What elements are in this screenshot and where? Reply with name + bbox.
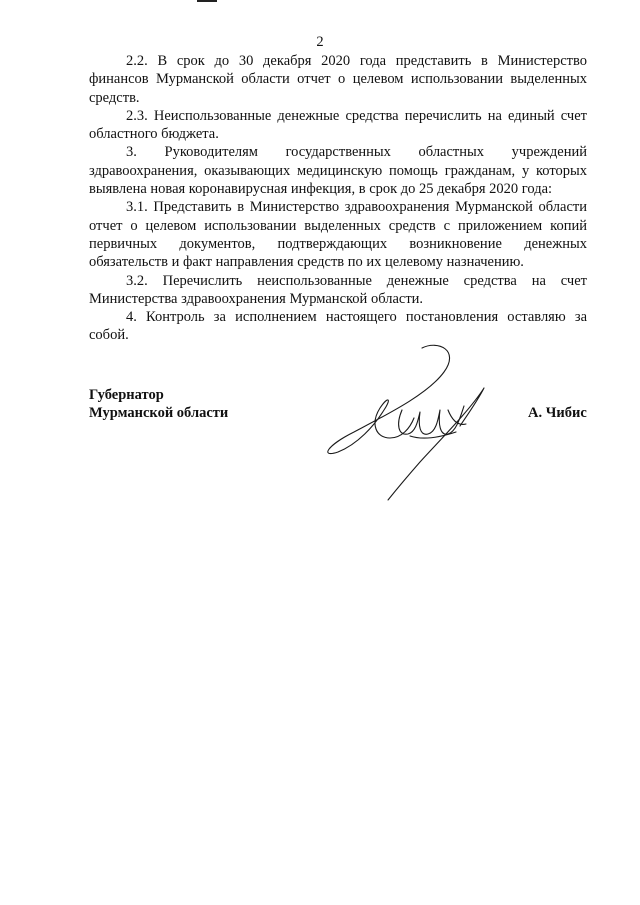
handwritten-signature	[310, 340, 510, 510]
top-edge-mark	[197, 0, 217, 2]
paragraph-3-1: 3.1. Представить в Министерство здравоохранения Мурманской области отчет о целевом использовании выделенных средств с приложением копий первичных документов, подтверждающих возникновение денежных обязательств и факт направления средств по их целевому назначению.	[89, 199, 587, 271]
signatory-name: А. Чибис	[528, 405, 587, 421]
paragraph-4: 4. Контроль за исполнением настоящего постановления оставляю за собой.	[89, 309, 587, 344]
signatory-title-line1: Губернатор	[89, 387, 164, 403]
paragraph-2-3: 2.3. Неиспользованные денежные средства перечислить на единый счет областного бюджета.	[89, 107, 587, 143]
paragraph-3: 3. Руководителям государственных областных учреждений здравоохранения, оказывающих медицинскую помощь гражданам, у которых выявлена новая коронавирусная инфекция, в срок до 25 декабря 2020 года:	[89, 144, 587, 198]
document-body	[89, 52, 587, 345]
signatory-title-line2: Мурманской области	[89, 405, 229, 422]
paragraph-2-2: 2.2. В срок до 30 декабря 2020 года представить в Министерство финансов Мурманской области отчет о целевом использовании выделенных средств.	[89, 53, 587, 106]
paragraph-3-2: 3.2. Перечислить неиспользованные денежные средства на счет Министерства здравоохранения Мурманской области.	[89, 272, 587, 307]
signatory-title	[89, 386, 228, 423]
page-number: 2	[316, 34, 324, 50]
